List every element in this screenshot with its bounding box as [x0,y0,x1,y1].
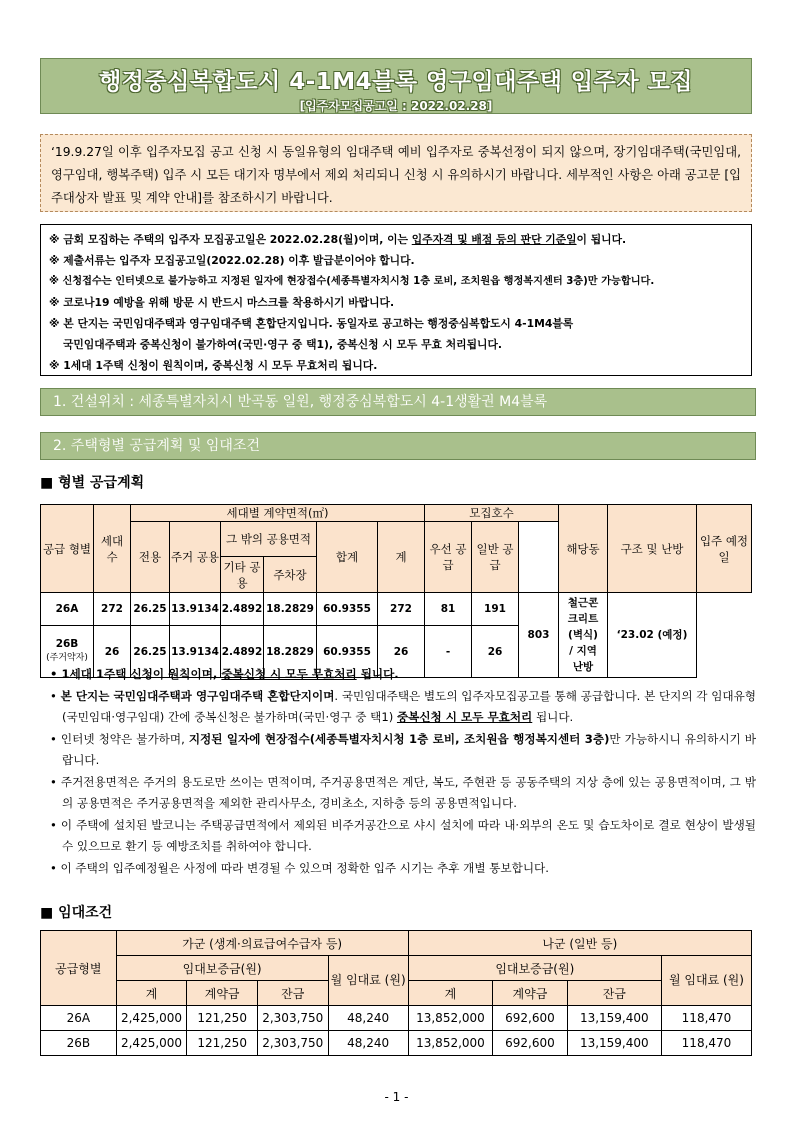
bullet-item: • 이 주택에 설치된 발코니는 주택공급면적에서 제외된 비주거공간으로 샤시 설치에 따라 내·외부의 온도 및 습도차이로 결로 현상이 발생될 수 있으므로 환기 등 예방조치를 취하여야 합니다. [50,817,756,853]
note-5-cont: 국민임대주택과 중복신청이 불가하여(국민·영구 중 택1), 중복신청 시 모두 무효 처리됩니다. [63,338,502,351]
page-title: 행정중심복합도시 4-1M4블록 영구임대주택 입주자 모집 [98,69,694,95]
bullet-item: • 주거전용면적은 주거의 용도로만 쓰이는 면적이며, 주거공용면적은 계단, 복도, 주현관 등 공동주택의 지상 층에 있는 공용면적이며, 그 밖의 공용면적은 주거공용면적을 제외한 관리사무소, 경비초소, 지하층 등의 공용면적입니다. [50,774,757,810]
section-supply: 2. 주택형별 공급계획 및 임대조건 [40,432,756,460]
note-2: ※ 제출서류는 입주자 모집공고일(2022.02.28) 이후 발급분이어야 합니다. [49,254,415,267]
note-4: ※ 코로나19 예방을 위해 방문 시 반드시 마스크를 착용하시기 바랍니다. [49,296,395,309]
bullet-item: • 이 주택의 입주예정월은 사정에 따라 변경될 수 있으며 정확한 입주 시기는 추후 개별 통보합니다. [50,860,549,875]
notice-box: ‘19.9.27일 이후 입주자모집 공고 신청 시 동일유형의 임대주택 예비 입주자로 중복선정이 되지 않으며, 장기임대주택(국민임대, 영구임대, 행복주택) 입주 시 모든 대기자 명부에서 제외 처리되니 신청 시 유의하시기 바랍니다. 세부적인 사항은 아래 공고문 [입주대상자 발표 및 계약 안내]를 참조하시기 바랍니다. [40,134,752,212]
page-number: - 1 - [384,1090,409,1104]
lease-row: 26B 2,425,000 121,250 2,303,750 48,240 13,852,000 692,600 13,159,400 118,470 [41,1031,752,1056]
supply-table: 공급 형별 세대 수 세대별 계약면적(㎡) 모집호수 해당동 구조 및 난방 입주 예정일 전용 주거 공용 그 밖의 공용면적 합계 계 우선 공급 일반 공급 기타 공용 주차장 26A 272 26.25 13.9134 2.4892 18.2829 60.9355 272 81 191 803 철근콘크리트 (벽식) / 지역난방 ‘23.02 (예정) 26B (주거약자) 26 26.25 13.9134 2.4892 18.2829 60.9355 26 - 26 [40,504,752,678]
supply-heading: ■ 형별 공급계획 [40,475,145,491]
notes-list [48,664,756,879]
announcement-date: [입주자모집공고일 : 2022.02.28] [299,99,493,113]
section-location: 1. 건설위치 : 세종특별자치시 반곡동 일원, 행정중심복합도시 4-1생활권 M4블록 [40,388,756,416]
lease-heading: ■ 임대조건 [40,905,113,921]
notes-box [40,224,752,376]
note-1: ※ 금회 모집하는 주택의 입주자 모집공고일은 2022.02.28(월)이며, 이는 입주자격 및 배점 등의 판단 기준일이 됩니다. [49,233,627,246]
lease-row: 26A 2,425,000 121,250 2,303,750 48,240 13,852,000 692,600 13,159,400 118,470 [41,1006,752,1031]
title-banner [40,58,752,114]
supply-row: 26B (주거약자) 26 26.25 13.9134 2.4892 18.2829 60.9355 26 - 26 [41,626,752,678]
note-5: ※ 본 단지는 국민임대주택과 영구임대주택 혼합단지입니다. 동일자로 공고하는 행정중심복합도시 4-1M4블록 [49,317,574,330]
lease-table: 공급형별 가군 (생계·의료급여수급자 등) 나군 (일반 등) 임대보증금(원) 월 임대료 (원) 임대보증금(원) 월 임대료 (원) 계 계약금 잔금 계 계약금 잔금 26A 2,425,000 121,250 2,303,750 48,240 13,852,000 692,600 13,159,400 118,470 26B 2,425,000 121,250 2,303,750 48,240 13,852,000 692,600 13,159,400 118,470 [40,930,752,1056]
supply-row: 26A 272 26.25 13.9134 2.4892 18.2829 60.9355 272 81 191 803 철근콘크리트 (벽식) / 지역난방 ‘23.02 (예정) [41,593,752,626]
bullet-item: • 인터넷 청약은 불가하며, 지정된 일자에 현장접수(세종특별자치시청 1층 로비, 조치원읍 행정복지센터 3층)만 가능하시니 유의하시기 바랍니다. [50,731,757,767]
note-3: ※ 신청접수는 인터넷으로 불가능하고 지정된 일자에 현장접수(세종특별자치시청 1층 로비, 조치원읍 행정복지센터 3층)만 가능합니다. [49,276,655,287]
bullet-item: • 본 단지는 국민임대주택과 영구임대주택 혼합단지이며. 국민임대주택은 별도의 입주자모집공고를 통해 공급합니다. 본 단지의 각 임대유형(국민임대·영구임대) 간에 중복신청은 불가하며(국민·영구 중 택1) 중복신청 시 모두 무효처리 됩니다. [50,688,756,724]
note-6: ※ 1세대 1주택 신청이 원칙이며, 중복신청 시 모두 무효처리 됩니다. [49,359,378,372]
bullet-item: • 1세대 1주택 신청이 원칙이며, 중복신청 시 모두 무효처리 됩니다. [50,667,399,681]
